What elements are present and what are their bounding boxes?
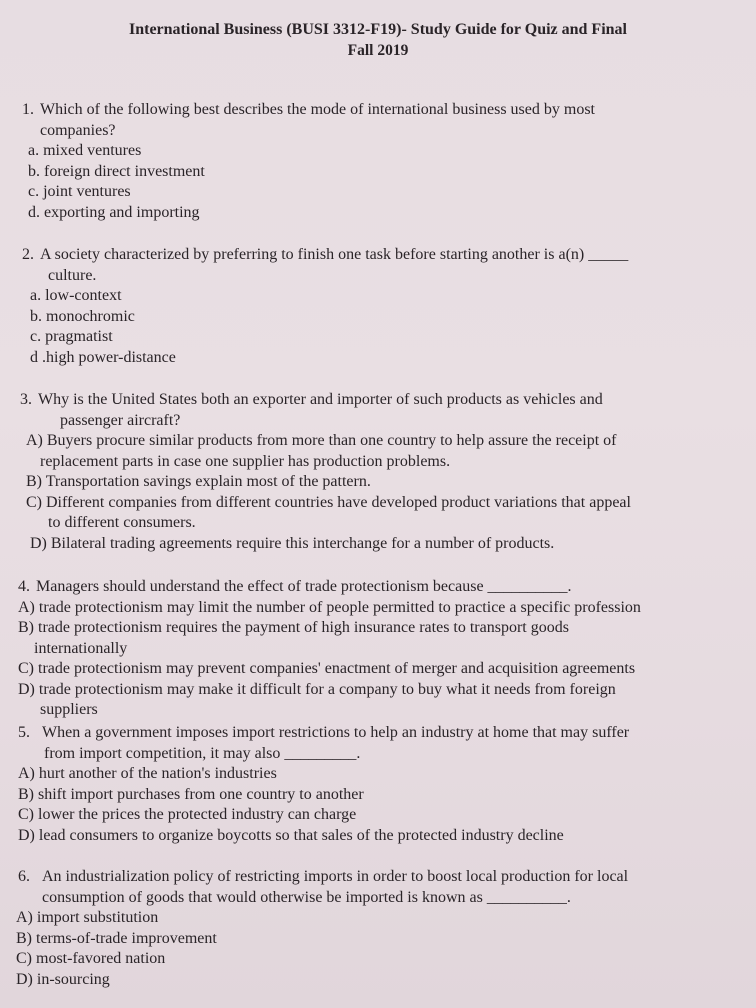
answer-option-continuation: suppliers [40, 701, 98, 718]
document-title: International Business (BUSI 3312-F19)- Study Guide for Quiz and Final [128, 21, 627, 38]
answer-option: C) Different companies from different countries have developed product variations that appeal [26, 493, 631, 511]
stem-line: passenger aircraft? [60, 411, 181, 429]
stem-line: culture. [48, 266, 97, 284]
question-number: 5. [18, 724, 30, 741]
document-subtitle: Fall 2019 [347, 42, 409, 59]
question-5 [18, 723, 738, 846]
answer-option: D) Bilateral trading agreements require this interchange for a number of products. [30, 534, 555, 552]
answer-option: a. mixed ventures [28, 142, 142, 159]
answer-option: d .high power-distance [30, 348, 176, 366]
answer-option: B) trade protectionism requires the payment of high insurance rates to transport goods [18, 619, 569, 636]
answer-option: d. exporting and importing [28, 203, 200, 221]
question-number: 4. [18, 578, 30, 595]
document-header [0, 20, 756, 61]
answer-option: a. low-context [30, 287, 122, 304]
stem-line: When a government imposes import restrictions to help an industry at home that may suffer [42, 724, 630, 741]
question-number: 2. [22, 246, 34, 263]
answer-option: A) hurt another of the nation's industries [18, 765, 277, 782]
question-1 [22, 100, 722, 223]
question-stem [22, 100, 722, 141]
question-stem [20, 390, 735, 431]
question-stem [22, 245, 732, 286]
answer-option: b. monochromic [30, 307, 135, 325]
answer-option: A) trade protectionism may limit the number of people permitted to practice a specific profession [18, 598, 641, 616]
answer-option: B) terms-of-trade improvement [16, 929, 217, 947]
question-6 [18, 867, 738, 990]
answer-option: c. pragmatist [30, 328, 113, 345]
answer-option: c. joint ventures [28, 183, 131, 200]
question-number: 6. [18, 868, 30, 885]
question-2 [22, 245, 732, 368]
answer-option: B) Transportation savings explain most of the pattern. [26, 473, 371, 490]
question-stem [18, 867, 738, 908]
stem-line: A society characterized by preferring to finish one task before starting another is a(n) _____ [40, 246, 629, 263]
question-number: 3. [20, 391, 32, 408]
question-4 [18, 577, 738, 721]
answer-option-continuation: internationally [34, 639, 128, 657]
answer-option: C) most-favored nation [16, 950, 166, 967]
question-stem [18, 723, 738, 764]
question-number: 1. [22, 101, 34, 118]
answer-option: C) trade protectionism may prevent companies' enactment of merger and acquisition agreements [18, 660, 636, 677]
stem-line: Which of the following best describes the mode of international business used by most [40, 101, 595, 118]
question-stem [18, 577, 738, 598]
answer-option: A) import substitution [16, 909, 159, 926]
stem-line: from import competition, it may also _________. [44, 744, 361, 762]
answer-option: b. foreign direct investment [28, 162, 205, 180]
stem-line: Managers should understand the effect of trade protectionism because __________. [36, 578, 572, 595]
answer-option-continuation: to different consumers. [48, 514, 196, 531]
answer-option-continuation: replacement parts in case one supplier has production problems. [40, 452, 451, 470]
answer-option: C) lower the prices the protected industry can charge [18, 806, 357, 823]
answer-option: B) shift import purchases from one country to another [18, 785, 364, 803]
question-3 [20, 390, 735, 554]
stem-line: companies? [40, 121, 116, 139]
stem-line: consumption of goods that would otherwise be imported is known as __________. [42, 888, 571, 906]
stem-line: Why is the United States both an exporter and importer of such products as vehicles and [38, 391, 603, 408]
answer-option: D) trade protectionism may make it difficult for a company to buy what it needs from foreign [18, 680, 616, 698]
answer-option: D) in-sourcing [16, 970, 110, 988]
answer-option: A) Buyers procure similar products from more than one country to help assure the receipt of [26, 432, 617, 449]
stem-line: An industrialization policy of restricting imports in order to boost local production for local [42, 868, 629, 885]
answer-option: D) lead consumers to organize boycotts so that sales of the protected industry decline [18, 826, 564, 844]
